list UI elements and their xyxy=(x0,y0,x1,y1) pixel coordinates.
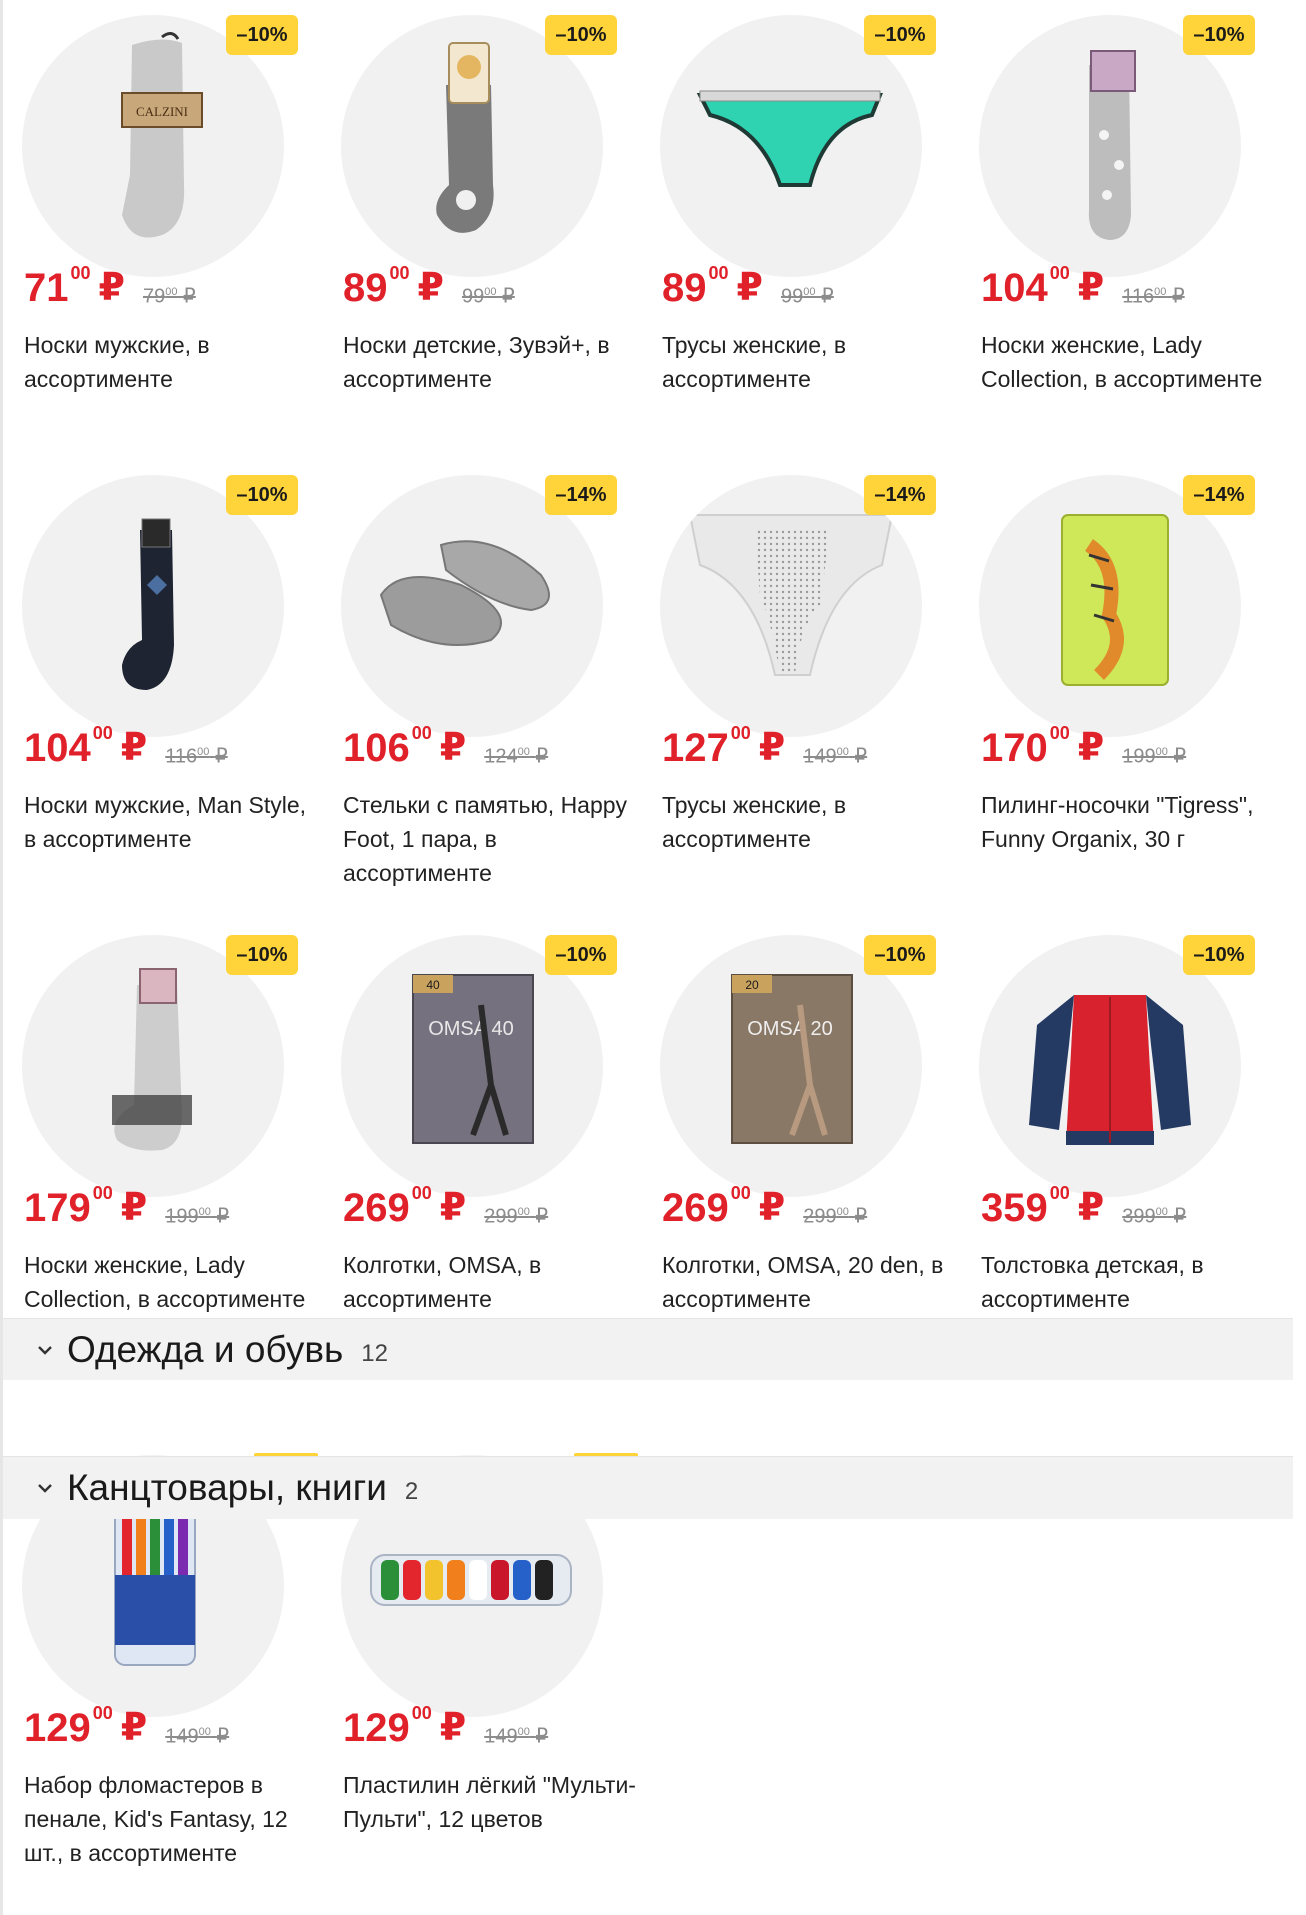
currency-sign: ₽ xyxy=(439,1187,467,1229)
product-title[interactable]: Набор фломастеров в пенале, Kid's Fantasy, 12 шт., в ассортименте xyxy=(24,1772,288,1866)
price-rub: 104 xyxy=(981,266,1048,310)
product-title[interactable]: Колготки, OMSA, 20 den, в ассортименте xyxy=(662,1252,944,1312)
currency-sign: ₽ xyxy=(98,267,125,309)
product-card[interactable] xyxy=(319,0,637,440)
price-kop: 00 xyxy=(730,1183,751,1203)
product-title[interactable]: Пилинг-носочки "Tigress", Funny Organix, 30 г xyxy=(981,792,1254,852)
product-card[interactable] xyxy=(638,0,956,440)
old-price: $124^{00}$ ₽ xyxy=(484,745,549,768)
price-kop: 00 xyxy=(1049,723,1070,743)
discount-badge: –10% xyxy=(545,935,617,975)
price xyxy=(343,258,515,318)
discount-badge: –10% xyxy=(226,15,298,55)
product-card[interactable] xyxy=(0,460,318,900)
product-title[interactable]: Трусы женские, в ассортименте xyxy=(662,332,847,392)
section-count: 2 xyxy=(404,1478,419,1505)
price-rub: 104 xyxy=(24,726,91,770)
price-kop: 00 xyxy=(411,1703,432,1723)
product-card[interactable] xyxy=(0,0,318,440)
price-rub: 359 xyxy=(981,1186,1048,1230)
price xyxy=(24,1698,229,1758)
price xyxy=(343,1698,548,1758)
price-rub: 127 xyxy=(662,726,729,770)
currency-sign: ₽ xyxy=(439,1707,467,1749)
product-title[interactable]: Носки женские, Lady Collection, в ассортименте xyxy=(981,332,1263,392)
price-kop: 00 xyxy=(1049,1183,1070,1203)
pack-text: OMSA 20 xyxy=(747,1018,833,1040)
product-card[interactable] xyxy=(957,920,1275,1360)
price xyxy=(662,258,834,318)
price-kop: 00 xyxy=(92,723,113,743)
old-price: $149^{00}$ ₽ xyxy=(165,1725,230,1748)
old-price: $299^{00}$ ₽ xyxy=(484,1205,549,1228)
product-card[interactable] xyxy=(957,0,1275,440)
product-card[interactable] xyxy=(638,920,956,1360)
currency-sign: ₽ xyxy=(120,727,148,769)
discount-badge: –10% xyxy=(226,475,298,515)
price xyxy=(662,718,867,778)
old-price: $79^{00}$ ₽ xyxy=(142,285,196,308)
currency-sign: ₽ xyxy=(1077,1187,1105,1229)
currency-sign: ₽ xyxy=(758,727,786,769)
product-card[interactable] xyxy=(319,920,637,1360)
price-rub: 129 xyxy=(24,1706,91,1750)
section-count: 12 xyxy=(361,1340,388,1367)
product-card[interactable] xyxy=(957,460,1275,900)
currency-sign: ₽ xyxy=(1077,727,1105,769)
pack-badge: 40 xyxy=(426,978,440,992)
price-kop: 00 xyxy=(70,263,91,283)
section-header-stationery[interactable] xyxy=(3,1456,1293,1519)
old-price: $149^{00}$ ₽ xyxy=(484,1725,549,1748)
product-title[interactable]: Носки женские, Lady Collection, в ассортименте xyxy=(24,1252,306,1312)
currency-sign: ₽ xyxy=(1077,267,1105,309)
discount-badge: –10% xyxy=(864,15,936,55)
section-gap xyxy=(3,1380,1293,1452)
old-price: $149^{00}$ ₽ xyxy=(803,745,868,768)
price-rub: 89 xyxy=(343,266,388,310)
brand-label: CALZINI xyxy=(136,104,188,119)
price-rub: 89 xyxy=(662,266,707,310)
old-price: $299^{00}$ ₽ xyxy=(803,1205,868,1228)
discount-badge: –10% xyxy=(226,935,298,975)
price xyxy=(662,1178,867,1238)
price-rub: 129 xyxy=(343,1706,410,1750)
product-card[interactable] xyxy=(0,920,318,1360)
product-title[interactable]: Пластилин лёгкий "Мульти-Пульти", 12 цветов xyxy=(343,1772,636,1832)
price-kop: 00 xyxy=(92,1703,113,1723)
old-price: $199^{00}$ ₽ xyxy=(1122,745,1187,768)
product-title[interactable]: Носки мужские, в ассортименте xyxy=(24,332,210,392)
price xyxy=(981,258,1185,318)
discount-badge: –10% xyxy=(1183,15,1255,55)
price-rub: 269 xyxy=(662,1186,729,1230)
product-title[interactable]: Стельки с памятью, Happy Foot, 1 пара, в ассортименте xyxy=(343,792,628,886)
price-rub: 179 xyxy=(24,1186,91,1230)
old-price: $116^{00}$ ₽ xyxy=(1122,285,1185,308)
price-rub: 106 xyxy=(343,726,410,770)
currency-sign: ₽ xyxy=(417,267,444,309)
price-rub: 170 xyxy=(981,726,1048,770)
price-kop: 00 xyxy=(730,723,751,743)
old-price: $399^{00}$ ₽ xyxy=(1122,1205,1187,1228)
price xyxy=(343,718,548,778)
currency-sign: ₽ xyxy=(120,1187,148,1229)
product-title[interactable]: Трусы женские, в ассортименте xyxy=(662,792,847,852)
currency-sign: ₽ xyxy=(736,267,763,309)
product-title[interactable]: Толстовка детская, в ассортименте xyxy=(981,1252,1204,1312)
product-card[interactable] xyxy=(319,460,637,900)
product-title[interactable]: Колготки, OMSA, в ассортименте xyxy=(343,1252,542,1312)
old-price: $99^{00}$ ₽ xyxy=(780,285,834,308)
currency-sign: ₽ xyxy=(120,1707,148,1749)
price xyxy=(24,1178,229,1238)
section-title: Канцтовары, книги xyxy=(67,1467,387,1508)
discount-badge: –14% xyxy=(545,475,617,515)
old-price: $99^{00}$ ₽ xyxy=(461,285,515,308)
product-title[interactable]: Носки мужские, Man Style, в ассортименте xyxy=(24,792,307,852)
price-kop: 00 xyxy=(411,723,432,743)
product-card[interactable] xyxy=(638,460,956,900)
section-header-clothing[interactable] xyxy=(3,1318,1293,1381)
price xyxy=(981,1178,1186,1238)
price xyxy=(981,718,1186,778)
discount-badge: –10% xyxy=(1183,935,1255,975)
discount-badge: –14% xyxy=(864,475,936,515)
product-title[interactable]: Носки детские, Зувэй+, в ассортименте xyxy=(343,332,610,392)
price-rub: 71 xyxy=(24,266,69,310)
section-title: Одежда и обувь xyxy=(67,1329,344,1370)
currency-sign: ₽ xyxy=(758,1187,786,1229)
price-kop: 00 xyxy=(411,1183,432,1203)
old-price: $199^{00}$ ₽ xyxy=(165,1205,230,1228)
discount-badge: –10% xyxy=(545,15,617,55)
price xyxy=(343,1178,548,1238)
price xyxy=(24,718,228,778)
price xyxy=(24,258,196,318)
price-kop: 00 xyxy=(1049,263,1070,283)
pack-badge: 20 xyxy=(745,978,759,992)
price-kop: 00 xyxy=(92,1183,113,1203)
price-rub: 269 xyxy=(343,1186,410,1230)
pack-text: OMSA 40 xyxy=(428,1018,514,1040)
discount-badge: –14% xyxy=(1183,475,1255,515)
discount-badge: –10% xyxy=(864,935,936,975)
price-kop: 00 xyxy=(389,263,410,283)
old-price: $116^{00}$ ₽ xyxy=(165,745,228,768)
price-kop: 00 xyxy=(708,263,729,283)
chevron-down-icon xyxy=(37,1342,53,1358)
chevron-down-icon xyxy=(37,1480,53,1496)
currency-sign: ₽ xyxy=(439,727,467,769)
